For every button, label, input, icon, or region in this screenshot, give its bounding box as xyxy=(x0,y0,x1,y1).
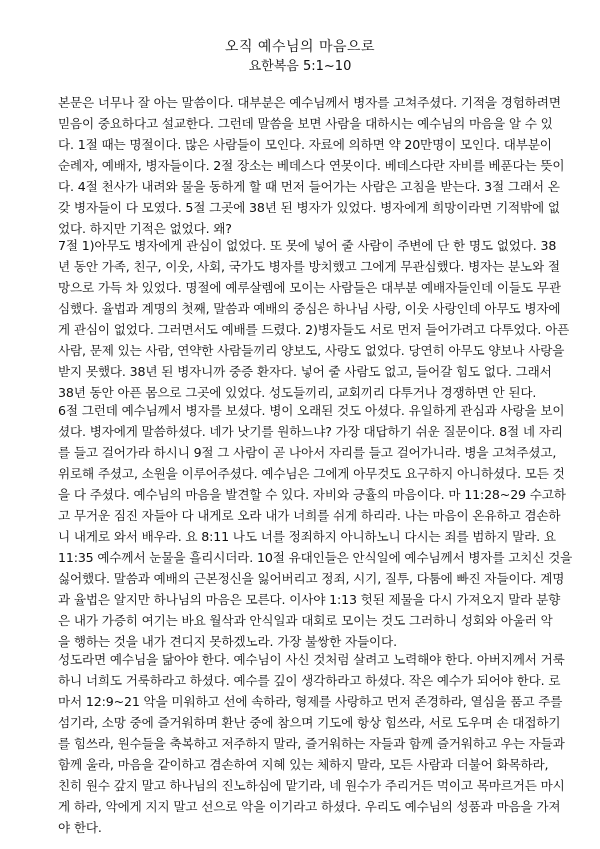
document-title: 오직 예수님의 마음으로 xyxy=(224,39,376,55)
text-line: 야 한다. xyxy=(58,820,102,835)
text-line: 성도라면 예수님을 닮아야 한다. 예수님이 사신 것처럼 살려고 노력해야 한다. 아버지께서 거룩 xyxy=(58,652,565,667)
text-line: 38년 동안 아픈 몸으로 그곳에 있었다. 성도들끼리, 교회끼리 다투거나 경쟁하면 안 된다. xyxy=(58,385,537,400)
text-line: 셨다. 병자에게 말씀하셨다. 네가 낫기를 원하느냐? 가장 대답하기 쉬운 질문이다. 8절 네 자리 xyxy=(58,424,563,439)
text-line: 본문은 너무나 잘 아는 말씀이다. 대부분은 예수님께서 병자를 고쳐주셨다. 기적을 경험하려면 xyxy=(58,95,561,110)
paragraph-2 xyxy=(58,235,570,403)
text-line: 은 내가 가증히 여기는 바요 월삭과 안식일과 대회로 모이는 것도 그러하니 성회와 아울러 악 xyxy=(58,613,553,628)
text-line: 을 행하는 것을 내가 견디지 못하겠노라. 가장 불쌍한 자들이다. xyxy=(58,634,397,649)
text-line: 를 힘쓰라, 원수들을 축복하고 저주하지 말라, 즐거워하는 자들과 함께 즐거워하고 우는 자들과 xyxy=(58,736,565,751)
text-line: 갖 병자들이 다 모였다. 5절 그곳에 38년 된 병자가 있었다. 병자에게 희망이라면 기적밖에 없 xyxy=(58,200,560,215)
paragraph-4 xyxy=(58,649,565,838)
text-line: 하니 너희도 거룩하라고 하셨다. 예수를 깊이 생각하라고 하셨다. 작은 예수가 되어야 한다. 로 xyxy=(58,673,561,688)
text-line: 마서 12:9~21 악을 미워하고 선에 속하라, 형제를 사랑하고 먼저 존경하라, 열심을 품고 주를 xyxy=(58,694,563,709)
text-line: 다. 1절 때는 명절이다. 많은 사람들이 모인다. 자료에 의하면 약 20만명이 모인다. 대부분이 xyxy=(58,137,552,152)
text-line: 을 다 주셨다. 예수님의 마음을 발견할 수 있다. 자비와 긍휼의 마음이다. 마 11:28~29 수고하 xyxy=(58,487,566,502)
text-line: 친히 원수 갚지 말고 하나님의 진노하심에 맡기라, 네 원수가 주리거든 먹이고 목마르거든 마시 xyxy=(58,778,565,793)
text-line: 과 율법은 알지만 하나님의 마음은 모른다. 이사야 1:13 헛된 제물을 다시 가져오지 말라 분향 xyxy=(58,592,561,607)
text-line: 었다. 하지만 기적은 없었다. 왜? xyxy=(58,221,232,236)
text-line: 순례자, 예배자, 병자들이다. 2절 장소는 베데스다 연못이다. 베데스다란 자비를 베푼다는 뜻이 xyxy=(58,158,565,173)
text-line: 사람, 문제 있는 사람, 연약한 사람들끼리 양보도, 사랑도 없었다. 당연히 아무도 양보나 사랑을 xyxy=(58,343,565,358)
text-line: 년 동안 가족, 친구, 이웃, 사회, 국가도 병자를 방치했고 그에게 무관심했다. 병자는 분노와 절 xyxy=(58,259,560,274)
text-line: 게 하라, 악에게 지지 말고 선으로 악을 이기라고 하셨다. 우리도 예수님의 성품과 마음을 가져 xyxy=(58,799,561,814)
text-line: 섬기라, 소망 중에 즐거워하며 환난 중에 참으며 기도에 항상 힘쓰라, 서로 도우며 손 대접하기 xyxy=(58,715,561,730)
scripture-reference: 요한복음 5:1~10 xyxy=(248,59,352,74)
text-line: 11:35 예수께서 눈물을 흘리시더라. 10절 유대인들은 안식일에 예수님께서 병자를 고치신 것을 xyxy=(58,550,573,565)
text-line: 를 들고 걸어가라 하시니 9절 그 사람이 곧 나아서 자리를 들고 걸어가니라. 병을 고쳐주셨고, xyxy=(58,445,557,460)
text-line: 니 내게로 와서 배우라. 요 8:11 나도 너를 정죄하지 아니하노니 다시는 죄를 범하지 말라. 요 xyxy=(58,529,556,544)
text-line: 심했다. 율법과 계명의 첫째, 말씀과 예배의 중심은 하나님 사랑, 이웃 사랑인데 아무도 병자에 xyxy=(58,301,561,316)
paragraph-1 xyxy=(58,92,565,239)
text-line: 고 무거운 짐진 자들아 다 내게로 오라 내가 너희를 쉬게 하리라. 나는 마음이 온유하고 겸손하 xyxy=(58,508,561,523)
text-line: 게 관심이 없었다. 그러면서도 예배를 드렸다. 2)병자들도 서로 먼저 들어가려고 다투었다. 아픈 xyxy=(58,322,570,337)
text-line: 다. 4절 천사가 내려와 물을 동하게 할 때 먼저 들어가는 사람은 고침을 받는다. 3절 그래서 온 xyxy=(58,179,560,194)
text-line: 함께 울라, 마음을 같이하고 겸손하여 지혜 있는 체하지 말라, 모든 사람과 더불어 화목하라, xyxy=(58,757,549,772)
text-line: 받지 못했다. 38년 된 병자니까 중증 환자다. 넣어 줄 사람도 없고, 들어갈 힘도 없다. 그래서 xyxy=(58,364,552,379)
text-line: 믿음이 중요하다고 설교한다. 그런데 말씀을 보면 사람을 대하시는 예수님의 마음을 알 수 있 xyxy=(58,116,553,131)
text-line: 7절 1)아무도 병자에게 관심이 없었다. 또 못에 넣어 줄 사람이 주변에 단 한 명도 없었다. 38 xyxy=(58,238,557,253)
text-line: 망으로 가득 차 있었다. 명절에 예루살렘에 모이는 사람들은 대부분 예배자들인데 이들도 무관 xyxy=(58,280,561,295)
text-line: 싫어했다. 말씀과 예배의 근본정신을 잃어버리고 정죄, 시기, 질투, 다툼에 빠진 자들이다. 계명 xyxy=(58,571,565,586)
text-line: 6절 그런데 예수님께서 병자를 보셨다. 병이 오래된 것도 아셨다. 유일하게 관심과 사랑을 보이 xyxy=(58,403,565,418)
text-line: 위로해 주셨고, 소원을 이루어주셨다. 예수님은 그에게 아무것도 요구하지 아니하셨다. 모든 것 xyxy=(58,466,565,481)
paragraph-3 xyxy=(58,400,573,652)
